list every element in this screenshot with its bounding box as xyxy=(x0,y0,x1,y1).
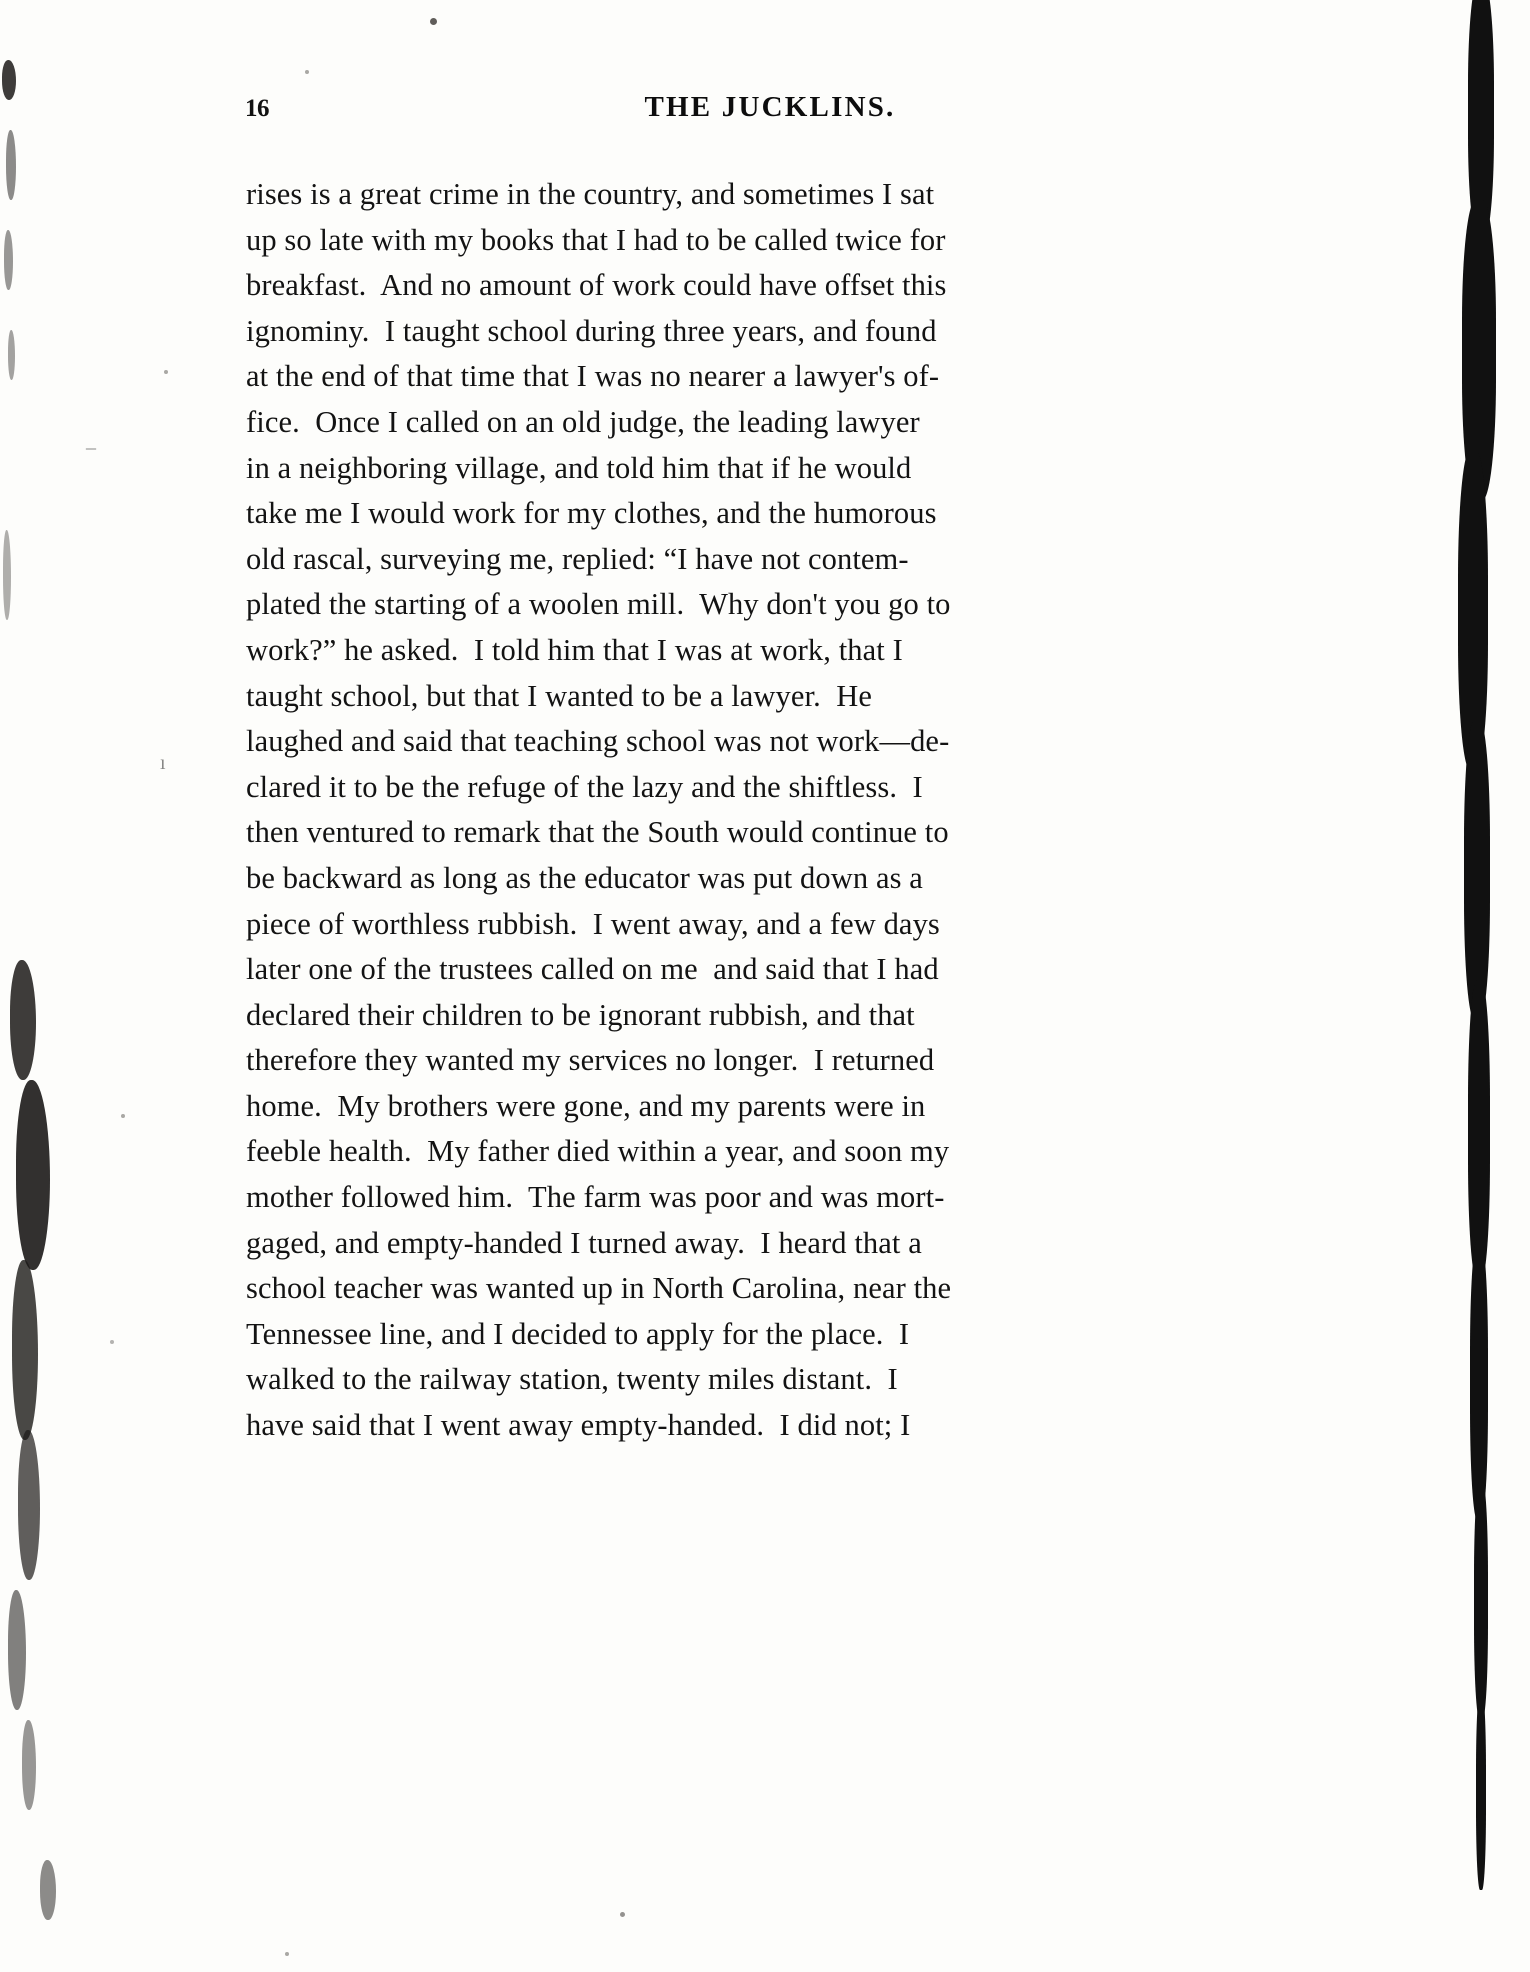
text-line: old rascal, surveying me, replied: “I have not contem- xyxy=(246,541,909,576)
text-line: taught school, but that I wanted to be a lawyer. He xyxy=(246,678,873,713)
page-body-text xyxy=(246,172,1286,1449)
text-line: laughed and said that teaching school was not work—de- xyxy=(246,724,950,759)
scan-speck xyxy=(285,1952,289,1956)
text-line: therefore they wanted my services no longer. I returned xyxy=(246,1043,935,1078)
text-line: plated the starting of a woolen mill. Why don't you go to xyxy=(246,587,951,622)
text-line: piece of worthless rubbish. I went away, and a few days xyxy=(246,906,940,941)
text-line: walked to the railway station, twenty miles distant. I xyxy=(246,1362,898,1397)
text-line: school teacher was wanted up in North Carolina, near the xyxy=(246,1271,952,1306)
page-header xyxy=(0,91,1530,135)
text-line: declared their children to be ignorant rubbish, and that xyxy=(246,997,915,1032)
text-line: Tennessee line, and I decided to apply for the place. I xyxy=(246,1316,910,1351)
text-line: work?” he asked. I told him that I was at work, that I xyxy=(246,632,903,667)
scan-binding-shadow-right xyxy=(1440,0,1530,1972)
text-line: take me I would work for my clothes, and the humorous xyxy=(246,496,937,531)
text-line: mother followed him. The farm was poor and was mort- xyxy=(246,1180,945,1215)
text-line: in a neighboring village, and told him that if he would xyxy=(246,450,912,485)
running-head-title: THE JUCKLINS. xyxy=(644,91,896,123)
text-line: breakfast. And no amount of work could have offset this xyxy=(246,268,947,303)
text-line: gaged, and empty-handed I turned away. I heard that a xyxy=(246,1225,922,1260)
margin-stray-mark: ı xyxy=(160,752,166,774)
scan-speck xyxy=(121,1114,125,1118)
text-line: then ventured to remark that the South would continue to xyxy=(246,815,949,850)
scan-speck xyxy=(164,370,168,374)
text-line: be backward as long as the educator was put down as a xyxy=(246,860,923,895)
margin-stray-mark: _ xyxy=(86,430,96,452)
text-line: at the end of that time that I was no nearer a lawyer's of- xyxy=(246,359,940,394)
page-number: 16 xyxy=(245,95,269,122)
text-line: fice. Once I called on an old judge, the leading lawyer xyxy=(246,404,920,439)
text-line: up so late with my books that I had to be called twice for xyxy=(246,222,946,257)
scan-speck xyxy=(305,70,309,74)
text-line: clared it to be the refuge of the lazy and the shiftless. I xyxy=(246,769,923,804)
text-line: rises is a great crime in the country, and sometimes I sat xyxy=(246,177,935,211)
text-line: ignominy. I taught school during three years, and found xyxy=(246,313,937,348)
text-line: have said that I went away empty-handed. I did not; I xyxy=(246,1408,911,1443)
scan-speck xyxy=(620,1912,625,1917)
text-line: later one of the trustees called on me and said that I had xyxy=(246,952,939,987)
text-line: feeble health. My father died within a year, and soon my xyxy=(246,1134,950,1169)
scan-edge-noise-left xyxy=(0,0,70,1972)
scan-speck xyxy=(430,18,437,25)
text-line: home. My brothers were gone, and my parents were in xyxy=(246,1088,926,1123)
scan-speck xyxy=(110,1340,114,1344)
